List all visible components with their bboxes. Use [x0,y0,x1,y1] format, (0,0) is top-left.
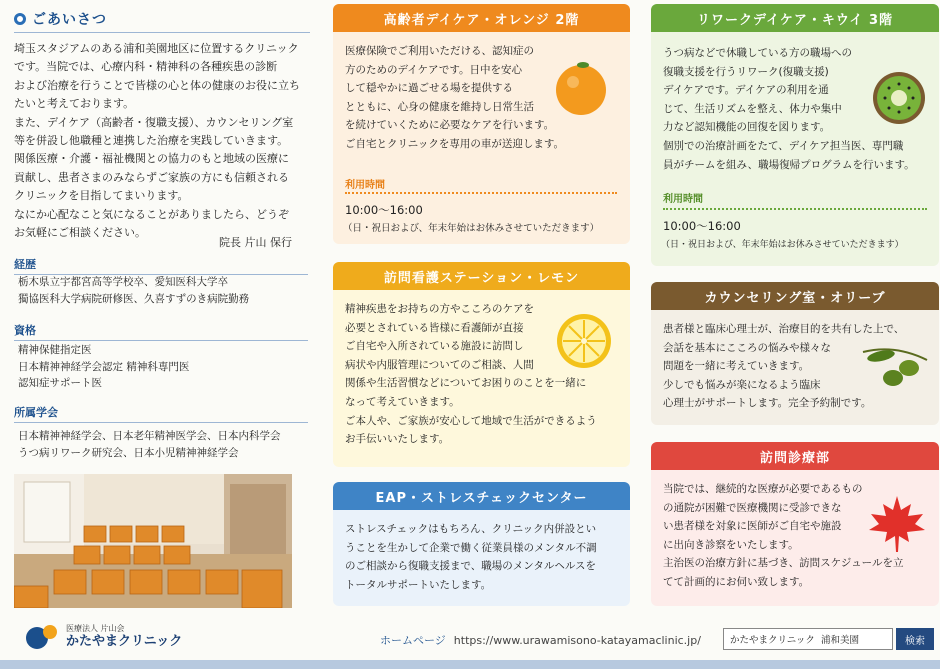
greeting-line: お気軽にご相談ください。 [14,226,146,240]
logo-name: かたやまクリニック [66,634,183,649]
card-line: 患者様と臨床心理士が、治療目的を共有した上で、 [663,323,905,335]
card-line: の通院が困難で医療機関に受診できな [663,501,842,514]
career-title: 経歴 [14,256,308,275]
card-line: 員がチームを組み、職場復帰プログラムを行います。 [663,158,915,171]
greeting-line: および治療を行うことで皆様の心と体の健康のお役に立ち [14,78,300,92]
career-item: 栃木県立宇都宮高等学校卒、愛知医科大学卒 [18,276,228,288]
greeting-line: なにか心配なこと気になることがありましたら、どうぞ [14,207,289,221]
kiwi-hours-label: 利用時間 [663,194,703,205]
orange-hours-label: 利用時間 [345,180,385,191]
card-line: 精神疾患をお持ちの方やこころのケアを [345,303,534,315]
card-line: なって考えていきます。 [345,395,460,408]
card-line: お手伝いいたします。 [345,433,450,446]
card-line: 問題を一緒に考えていきます。 [663,360,810,373]
card-line: 復職支援を行うリワーク(復職支援) [663,65,829,78]
eap-stresscheck-card [333,482,630,606]
card-line: デイケアです。デイケアの利用を通 [663,84,829,97]
homepage-label: ホームページ [380,634,446,647]
qualifications-title: 資格 [14,322,308,341]
career-list [18,274,312,307]
card-line: 病状や内服管理についてのご相談、人間 [345,358,534,371]
card-line: 力など認知機能の回復を図ります。 [663,121,831,134]
olive-branch-icon [859,342,931,392]
societies-list [18,428,312,461]
card-line: うつ病などで休職している方の職場への [663,47,852,59]
dotted-divider [663,208,927,210]
career-item: 獨協医科大学病院研修医、久喜すずのき病院勤務 [18,292,250,305]
card-line: 関係や生活習慣などについてお困りのことを一緒に [345,377,587,390]
orange-daycare-card [333,4,630,244]
greeting-title: ごあいさつ [32,12,107,28]
card-line: ご自宅や入所されている施設に訪問し [345,340,524,353]
orange-hours: 10:00～16:00 [345,203,423,217]
greeting-line: です。当院では、心療内科・精神科の各種疾患の診断 [14,60,278,74]
card-line: を続けていくために必要なケアを行います。 [345,119,555,132]
search-button[interactable]: 検索 [896,628,934,650]
qualification-item: 日本精神神経学会認定 精神科専門医 [18,360,190,373]
maple-leaf-icon [865,492,929,556]
homepage-url[interactable]: https://www.urawamisono-katayamaclinic.jp/ [453,634,701,647]
eap-card-title: EAP・ストレスチェックセンター [333,482,630,510]
director-signature: 院長 片山 保行 [219,236,292,249]
circle-bullet-icon [14,13,26,25]
card-line: 心理士がサポートします。完全予約制です。 [663,397,872,410]
card-line: 個別での治療計画をたて、デイケア担当医、専門職 [663,139,904,152]
bottom-bar [0,660,940,669]
divider [14,32,310,33]
greeting-line: たいと考えております。 [14,97,135,111]
greeting-line: また、デイケア（高齢者・復職支援）、カウンセリング室 [14,115,294,129]
card-line: 必要とされている皆様に看護師が直接 [345,321,524,334]
qualification-item: 精神保健指定医 [18,344,92,356]
card-line: トータルサポートいたします。 [345,578,492,591]
card-line: 当院では、継続的な医療が必要であるもの [663,483,863,495]
greeting-line: 関係医療・介護・福祉機関との協力のもと地域の医療に [14,152,289,166]
qualifications-list [18,342,312,392]
kiwi-fruit-icon [869,68,929,128]
orange-card-title: 高齢者デイケア・オレンジ 2階 [333,4,630,32]
eap-card-body [345,520,629,594]
waiting-room-photo [14,474,292,608]
societies-title: 所属学会 [14,404,308,423]
card-line: のご相談から復職支援まで、職場のメンタルヘルスを [345,560,597,573]
kiwi-rework-card [651,4,939,266]
kiwi-hours-note: （日・祝日および、年末年始はお休みさせていただきます） [661,240,904,250]
greeting-line: 埼玉スタジアムのある浦和美園地区に位置するクリニック [14,42,299,55]
clinic-logo[interactable] [24,624,182,650]
lemon-card-title: 訪問看護ステーション・レモン [333,262,630,290]
greeting-line: 等を併設し他職種と連携した治療を実践していきます。 [14,134,289,148]
kiwi-hours: 10:00～16:00 [663,219,741,233]
clinic-logo-icon [24,624,62,650]
dotted-divider [345,192,617,194]
card-line: てて計画的にお伺い致します。 [663,575,810,588]
olive-counseling-card [651,282,939,425]
search-input[interactable] [723,628,893,650]
card-line: 会話を基本にこころの悩みや様々な [663,341,831,354]
orange-fruit-icon [551,58,611,118]
society-item: うつ病リワーク研究会、日本小児精神神経学会 [18,446,239,459]
card-line: に出向き診察をいたします。 [663,538,799,551]
qualification-item: 認知症サポート医 [18,377,102,389]
card-line: ストレスチェックはもちろん、クリニック内併設とい [345,523,597,535]
greeting-line: クリニックを目指してまいります。 [14,189,189,203]
visit-card-title: 訪問診療部 [651,442,939,470]
card-line: ご自宅とクリニックを専用の車が送迎します。 [345,137,565,150]
card-line: 医療保険でご利用いただける、認知症の [345,45,534,57]
logo-org: 医療法人 片山会 [66,624,125,633]
card-line: 少しでも悩みが楽になるよう臨床 [663,378,821,391]
lemon-nursing-card [333,262,630,467]
card-line: 方のためのデイケアです。日中を安心 [345,63,523,76]
card-line: うことを生かして企業で働く従業員様のメンタル不調 [345,541,597,554]
card-line: 主治医の治療方針に基づき、訪問スケジュールを立 [663,557,904,570]
home-visit-card [651,442,939,606]
society-item: 日本精神神経学会、日本老年精神医学会、日本内科学会 [18,430,281,442]
card-line: ご本人や、ご家族が安心して地域で生活ができるよう [345,414,597,427]
olive-card-title: カウンセリング室・オリーブ [651,282,939,310]
orange-hours-note: （日・祝日および、年末年始はお休みさせていただきます） [343,223,600,234]
greeting-body [14,40,312,242]
card-line: い患者様を対象に医師がご自宅や施設 [663,520,842,533]
kiwi-card-title: リワークデイケア・キウイ 3階 [651,4,939,32]
card-line: じて、生活リズムを整え、体力や集中 [663,102,842,115]
greeting-line: 貢献し、患者さまのみならずご家族の方にも信頼される [14,170,289,184]
lemon-slice-icon [555,312,613,370]
homepage-link[interactable] [380,632,701,648]
greeting-header [14,8,107,30]
card-line: とともに、心身の健康を維持し日常生活 [345,100,534,113]
card-line: して穏やかに過ごせる場を提供する [345,82,513,95]
